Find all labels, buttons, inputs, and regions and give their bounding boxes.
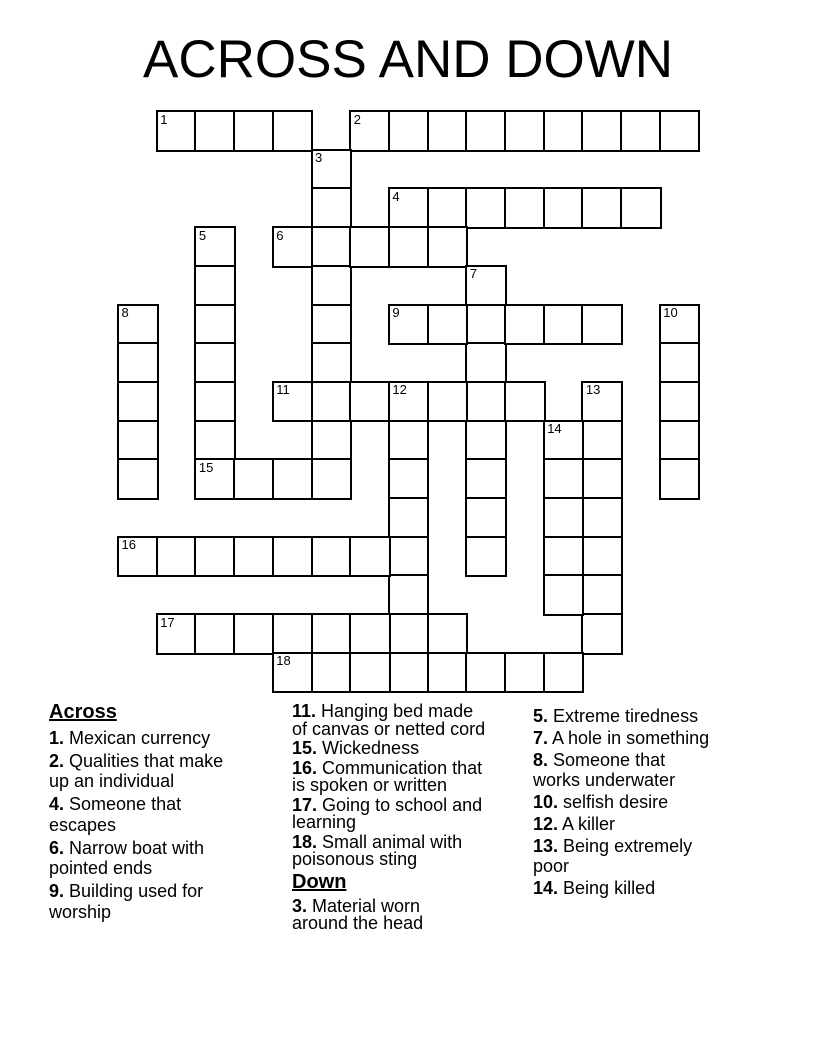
clue-line: 14. Being killed [533,878,656,898]
grid-cell-r14-c4[interactable] [272,652,314,694]
grid-cell-r0-c10[interactable] [504,110,546,152]
grid-cell-r0-c11[interactable] [543,110,585,152]
clue-line: 10. selfish desire [533,792,669,812]
grid-cell-r3-c7[interactable] [388,226,430,268]
cell-number: 13 [585,382,601,398]
clue-number: 15. [292,738,318,758]
cell-number: 15 [198,459,214,475]
grid-cell-r2-c5[interactable] [311,187,353,229]
clue-across-17 [292,794,485,832]
clue-line: 15. Wickedness [292,738,420,758]
grid-cell-r14-c11[interactable] [543,652,585,694]
grid-cell-r6-c5[interactable] [311,342,353,384]
clue-line: 12. A killer [533,814,616,834]
grid-cell-r10-c11[interactable] [543,497,585,539]
grid-cell-r9-c7[interactable] [388,458,430,500]
clue-line: 17. Going to school and [292,794,483,815]
clue-across-2 [49,751,223,792]
clue-number: 3. [292,895,308,916]
clue-line: 9. Building used for [49,880,204,901]
grid-cell-r11-c7[interactable] [388,536,430,578]
grid-cell-r11-c5[interactable] [311,536,353,578]
cell-number: 7 [469,266,478,282]
clue-number: 12. [533,814,559,834]
clue-number: 8. [533,750,549,770]
clue-number: 17. [292,794,318,815]
grid-cell-r13-c2[interactable] [194,613,236,655]
clue-line: around the head [292,913,424,933]
grid-cell-r5-c2[interactable] [194,304,236,346]
cell-number: 12 [392,382,407,398]
grid-cell-r0-c7[interactable] [388,110,430,152]
grid-cell-r8-c12[interactable] [581,420,623,462]
across-clues-group-1 [49,728,223,922]
grid-cell-r0-c12[interactable] [581,110,623,152]
clue-line: 3. Material worn [292,895,421,916]
grid-cell-r9-c2[interactable] [194,458,236,500]
grid-cell-r1-c5[interactable] [311,149,353,191]
grid-cell-r7-c7[interactable] [388,381,430,423]
grid-cell-r8-c14[interactable] [659,420,701,462]
grid-cell-r11-c4[interactable] [272,536,314,578]
clue-line: 18. Small animal with [292,831,463,852]
grid-cell-r8-c5[interactable] [311,420,353,462]
clue-across-1 [49,728,223,749]
clue-line: 11. Hanging bed made [292,701,474,721]
grid-cell-r11-c6[interactable] [349,536,391,578]
clue-line: works underwater [533,770,676,790]
grid-cell-r0-c6[interactable] [349,110,391,152]
grid-cell-r7-c6[interactable] [349,381,391,423]
grid-cell-r6-c9[interactable] [465,342,507,384]
grid-cell-r2-c13[interactable] [620,187,662,229]
clue-down-7 [533,728,709,748]
cell-number: 5 [198,227,207,243]
grid-cell-r2-c9[interactable] [465,187,507,229]
clue-line: poisonous sting [292,849,418,869]
grid-cell-r13-c5[interactable] [311,613,353,655]
grid-cell-r12-c7[interactable] [388,574,430,616]
clue-number: 9. [49,880,65,901]
clue-line: learning [292,812,357,832]
grid-cell-r7-c9[interactable] [465,381,507,423]
grid-cell-r5-c12[interactable] [581,304,623,346]
clue-line: poor [533,856,570,876]
clue-number: 6. [49,837,65,858]
clue-number: 4. [49,794,65,815]
grid-cell-r7-c4[interactable] [272,381,314,423]
grid-cell-r12-c11[interactable] [543,574,585,616]
clue-across-16 [292,757,485,795]
clue-column-middle [292,703,485,935]
grid-cell-r0-c8[interactable] [427,110,469,152]
grid-cell-r13-c12[interactable] [581,613,623,655]
clue-column-left [49,701,223,924]
grid-cell-r6-c0[interactable] [117,342,159,384]
grid-cell-r4-c9[interactable] [465,265,507,307]
clue-line: is spoken or written [292,775,448,795]
cell-number: 16 [121,537,136,553]
grid-cell-r2-c8[interactable] [427,187,469,229]
grid-cell-r3-c5[interactable] [311,226,353,268]
grid-cell-r7-c8[interactable] [427,381,469,423]
clue-number: 1. [49,728,65,748]
clue-line: worship [49,901,112,922]
grid-cell-r8-c7[interactable] [388,420,430,462]
grid-cell-r5-c8[interactable] [427,304,469,346]
grid-cell-r0-c1[interactable] [156,110,198,152]
grid-cell-r9-c3[interactable] [233,458,275,500]
grid-cell-r7-c12[interactable] [581,381,623,423]
grid-cell-r7-c5[interactable] [311,381,353,423]
grid-cell-r9-c5[interactable] [311,458,353,500]
clue-line: pointed ends [49,858,153,879]
grid-cell-r0-c4[interactable] [272,110,314,152]
grid-cell-r14-c5[interactable] [311,652,353,694]
grid-cell-r4-c5[interactable] [311,265,353,307]
clue-line: 13. Being extremely [533,836,693,856]
grid-cell-r0-c9[interactable] [465,110,507,152]
grid-cell-r3-c8[interactable] [427,226,469,268]
clue-down-10 [533,792,709,812]
cell-number: 17 [160,614,175,630]
grid-cell-r14-c7[interactable] [388,652,430,694]
clue-down-8 [533,750,709,790]
grid-cell-r14-c9[interactable] [465,652,507,694]
grid-cell-r11-c3[interactable] [233,536,275,578]
grid-cell-r5-c9[interactable] [465,304,507,346]
clue-line: 1. Mexican currency [49,728,211,748]
grid-cell-r9-c0[interactable] [117,458,159,500]
grid-cell-r14-c8[interactable] [427,652,469,694]
across-clues-group-2 [292,703,485,869]
grid-cell-r6-c2[interactable] [194,342,236,384]
clue-across-11 [292,703,485,738]
grid-cell-r11-c9[interactable] [465,536,507,578]
grid-cell-r5-c0[interactable] [117,304,159,346]
cell-number: 18 [276,653,291,669]
grid-cell-r3-c4[interactable] [272,226,314,268]
grid-cell-r5-c14[interactable] [659,304,701,346]
clue-column-right [533,706,709,900]
clue-down-14 [533,878,709,898]
grid-cell-r13-c7[interactable] [388,613,430,655]
grid-cell-r10-c12[interactable] [581,497,623,539]
cell-number: 3 [315,150,323,166]
grid-cell-r14-c6[interactable] [349,652,391,694]
grid-cell-r6-c14[interactable] [659,342,701,384]
grid-cell-r9-c12[interactable] [581,458,623,500]
clue-number: 5. [533,706,549,726]
grid-cell-r9-c14[interactable] [659,458,701,500]
down-clues-group-2 [533,706,709,898]
grid-cell-r5-c10[interactable] [504,304,546,346]
clue-line: 4. Someone that [49,794,182,815]
grid-cell-r2-c10[interactable] [504,187,546,229]
grid-cell-r7-c14[interactable] [659,381,701,423]
clue-line: escapes [49,814,117,835]
grid-cell-r5-c11[interactable] [543,304,585,346]
clue-number: 14. [533,878,559,898]
clue-number: 10. [533,792,559,812]
clue-across-9 [49,881,223,922]
grid-cell-r0-c13[interactable] [620,110,662,152]
clue-number: 11. [292,701,317,721]
grid-cell-r11-c11[interactable] [543,536,585,578]
grid-cell-r11-c0[interactable] [117,536,159,578]
clue-down-12 [533,814,709,834]
grid-cell-r9-c11[interactable] [543,458,585,500]
clue-across-4 [49,794,223,835]
grid-cell-r7-c2[interactable] [194,381,236,423]
grid-cell-r13-c1[interactable] [156,613,198,655]
puzzle-title: ACROSS AND DOWN [142,30,674,89]
grid-cell-r3-c2[interactable] [194,226,236,268]
grid-cell-r11-c1[interactable] [156,536,198,578]
grid-cell-r8-c9[interactable] [465,420,507,462]
clue-line: 2. Qualities that make [49,750,224,771]
down-clues-group-1 [292,895,485,933]
grid-cell-r13-c6[interactable] [349,613,391,655]
grid-cell-r11-c12[interactable] [581,536,623,578]
clue-number: 7. [533,728,549,748]
grid-cell-r13-c3[interactable] [233,613,275,655]
cell-number: 9 [392,305,400,320]
grid-cell-r3-c6[interactable] [349,226,391,268]
grid-cell-r11-c2[interactable] [194,536,236,578]
clue-number: 2. [49,750,65,771]
cell-number: 1 [160,111,168,127]
cell-number: 2 [353,111,361,127]
grid-cell-r14-c10[interactable] [504,652,546,694]
grid-cell-r7-c0[interactable] [117,381,159,423]
grid-cell-r8-c11[interactable] [543,420,585,462]
clue-across-6 [49,838,223,879]
cell-number: 11 [276,382,290,398]
grid-cell-r13-c4[interactable] [272,613,314,655]
grid-cell-r5-c7[interactable] [388,304,430,346]
clue-across-18 [292,831,485,869]
grid-cell-r0-c3[interactable] [233,110,275,152]
cell-number: 4 [392,188,400,204]
grid-cell-r0-c2[interactable] [194,110,236,152]
grid-cell-r13-c8[interactable] [427,613,469,655]
grid-cell-r2-c12[interactable] [581,187,623,229]
grid-cell-r2-c11[interactable] [543,187,585,229]
clue-line: up an individual [49,771,175,792]
grid-cell-r12-c12[interactable] [581,574,623,616]
grid-cell-r7-c10[interactable] [504,381,546,423]
clue-number: 13. [533,836,559,856]
grid-cell-r2-c7[interactable] [388,187,430,229]
clue-down-5 [533,706,709,726]
cell-number: 8 [121,305,129,320]
grid-cell-r9-c9[interactable] [465,458,507,500]
across-header: Across [49,701,117,723]
clue-line: 6. Narrow boat with [49,837,205,858]
clue-line: 16. Communication that [292,757,483,778]
cell-number: 10 [663,305,678,320]
grid-cell-r10-c7[interactable] [388,497,430,539]
grid-cell-r10-c9[interactable] [465,497,507,539]
grid-cell-r8-c0[interactable] [117,420,159,462]
cell-number: 14 [547,421,562,437]
clue-number: 16. [292,757,318,778]
clue-across-15 [292,740,485,758]
clue-line: 8. Someone that [533,750,666,770]
grid-cell-r5-c5[interactable] [311,304,353,346]
clue-line: 5. Extreme tiredness [533,706,699,726]
grid-cell-r0-c14[interactable] [659,110,701,152]
clue-down-13 [533,836,709,876]
clue-number: 18. [292,831,318,852]
down-header: Down [292,870,347,893]
grid-cell-r8-c2[interactable] [194,420,236,462]
clue-line: of canvas or netted cord [292,718,486,739]
clue-line: 7. A hole in something [533,728,710,748]
grid-cell-r9-c4[interactable] [272,458,314,500]
grid-cell-r4-c2[interactable] [194,265,236,307]
cell-number: 6 [276,227,284,243]
clue-down-3 [292,895,485,933]
